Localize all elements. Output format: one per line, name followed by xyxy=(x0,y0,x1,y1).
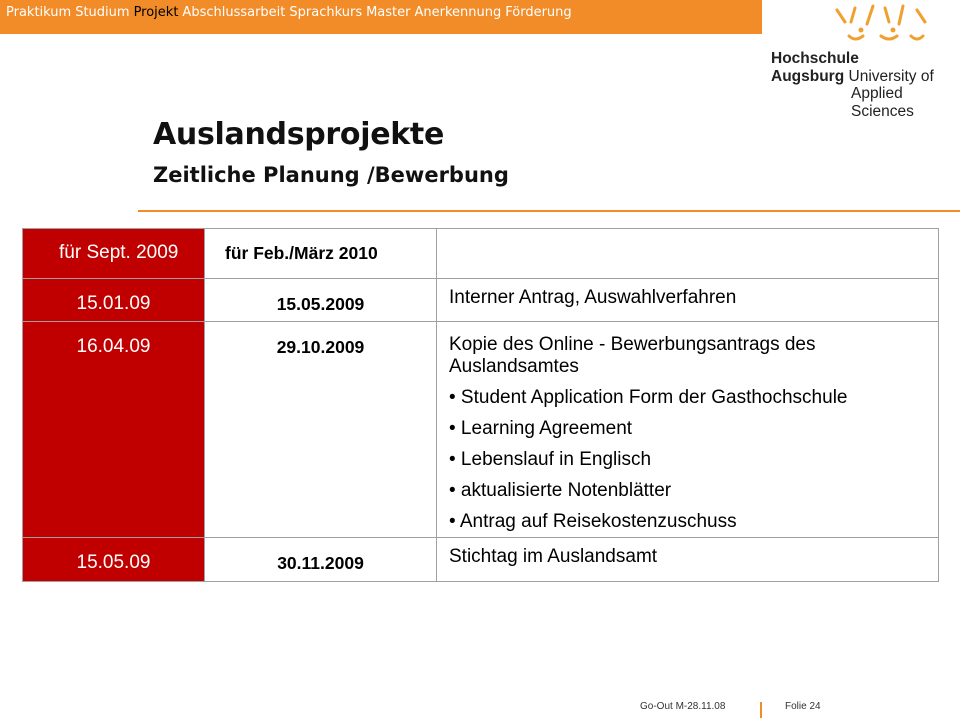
description-line: • Student Application Form der Gasthochschule xyxy=(449,387,848,408)
title-divider xyxy=(138,210,960,212)
page-subtitle: Zeitliche Planung /Bewerbung xyxy=(153,163,509,187)
header-cell-sept-2009: für Sept. 2009 xyxy=(23,229,205,279)
nav-item-projekt[interactable]: Projekt xyxy=(133,5,179,20)
description-cell xyxy=(437,279,939,322)
logo-line3: Applied Sciences xyxy=(851,85,914,120)
description-line: • Antrag auf Reisekostenzuschuss xyxy=(449,511,737,532)
description-line: Stichtag im Auslandsamt xyxy=(449,546,658,567)
table-row xyxy=(23,322,939,538)
description-cell xyxy=(437,322,939,538)
logo-line2-rest: University of xyxy=(848,67,934,85)
university-logo xyxy=(763,0,960,120)
description-line: Kopie des Online - Bewerbungsantrags des Auslandsamtes xyxy=(449,334,816,377)
schedule-table xyxy=(22,228,939,582)
description-line: • aktualisierte Notenblätter xyxy=(449,480,672,501)
nav-item-praktikum[interactable]: Praktikum xyxy=(6,5,72,20)
description-cell xyxy=(437,538,939,582)
page-title: Auslandsprojekte xyxy=(153,117,444,152)
footer-divider xyxy=(760,702,762,718)
table-row xyxy=(23,279,939,322)
logo-face-icon xyxy=(833,2,959,46)
logo-line1: Hochschule xyxy=(771,50,859,67)
table-row xyxy=(23,538,939,582)
footer-left-text: Go-Out M-28.11.08 xyxy=(640,701,726,712)
description-line: Interner Antrag, Auswahlverfahren xyxy=(449,287,737,308)
nav-item-foerderung[interactable]: Förderung xyxy=(505,5,572,20)
date-cell-sept: 15.01.09 xyxy=(23,279,205,322)
header-cell-empty xyxy=(437,229,939,279)
nav-item-abschlussarbeit[interactable]: Abschlussarbeit xyxy=(182,5,286,20)
date-cell-feb: 15.05.2009 xyxy=(205,279,437,322)
table-header-row xyxy=(23,229,939,279)
nav-item-anerkennung[interactable]: Anerkennung xyxy=(414,5,502,20)
date-cell-sept: 16.04.09 xyxy=(23,322,205,538)
header-cell-feb-maerz-2010: für Feb./März 2010 xyxy=(205,229,437,279)
date-cell-sept: 15.05.09 xyxy=(23,538,205,582)
logo-line2-bold: Augsburg xyxy=(771,67,845,85)
description-line: • Lebenslauf in Englisch xyxy=(449,449,652,470)
logo-text xyxy=(771,50,960,120)
nav-item-master[interactable]: Master xyxy=(366,5,411,20)
date-cell-feb: 29.10.2009 xyxy=(205,322,437,538)
date-cell-feb: 30.11.2009 xyxy=(205,538,437,582)
slide-number: Folie 24 xyxy=(785,701,821,712)
top-navigation-bar xyxy=(0,0,762,34)
nav-item-studium[interactable]: Studium xyxy=(75,5,130,20)
nav-item-sprachkurs[interactable]: Sprachkurs xyxy=(289,5,363,20)
description-line: • Learning Agreement xyxy=(449,418,633,439)
